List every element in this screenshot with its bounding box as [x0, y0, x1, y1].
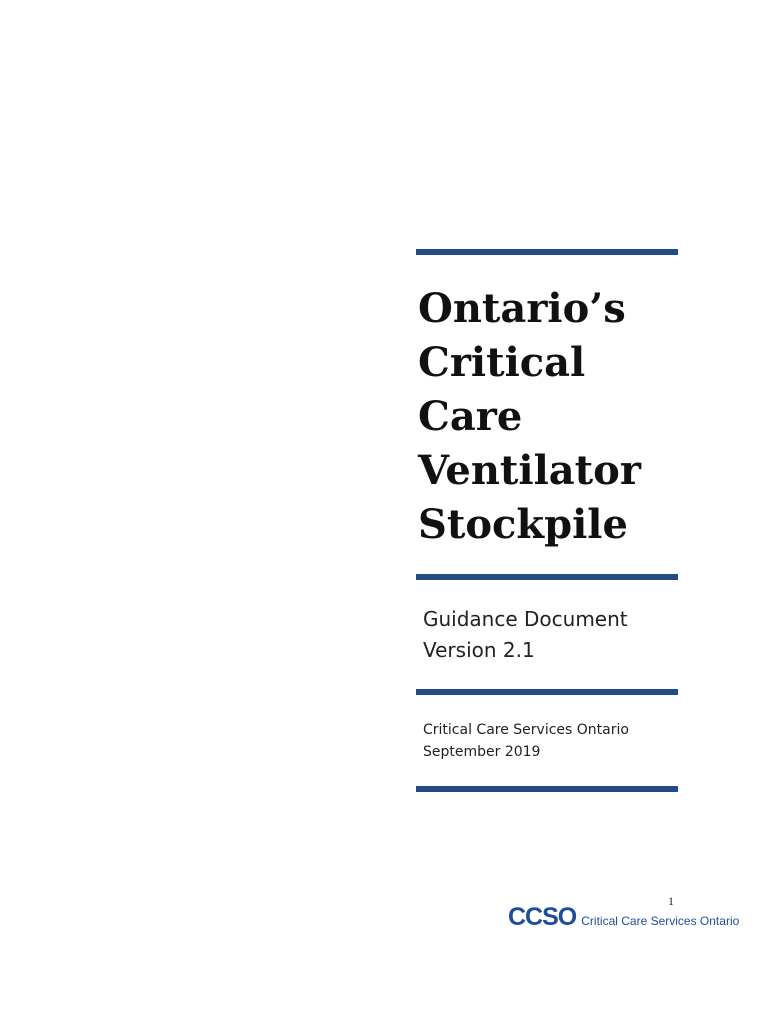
version-label: Version 2.1	[423, 638, 535, 662]
ccso-logo-text: Critical Care Services Ontario	[581, 914, 740, 928]
page-number: 1	[668, 894, 674, 908]
document-title	[418, 282, 718, 552]
bottom-divider-rule	[416, 786, 678, 792]
top-divider-rule	[416, 249, 678, 255]
title-line: Stockpile	[418, 501, 628, 548]
subtitle-divider-rule	[416, 689, 678, 695]
organization-name: Critical Care Services Ontario	[423, 722, 629, 738]
document-subtitle	[423, 604, 683, 666]
publication-date: September 2019	[423, 744, 541, 760]
ccso-logo-mark: CCSO	[508, 903, 577, 931]
title-line: Care	[418, 393, 523, 440]
publisher-block	[423, 719, 683, 763]
title-line: Ontario’s	[418, 285, 626, 332]
title-line: Critical	[418, 339, 586, 386]
title-line: Ventilator	[418, 447, 641, 494]
title-divider-rule	[416, 574, 678, 580]
subtitle-line: Guidance Document	[423, 607, 628, 631]
ccso-logo	[508, 903, 739, 929]
